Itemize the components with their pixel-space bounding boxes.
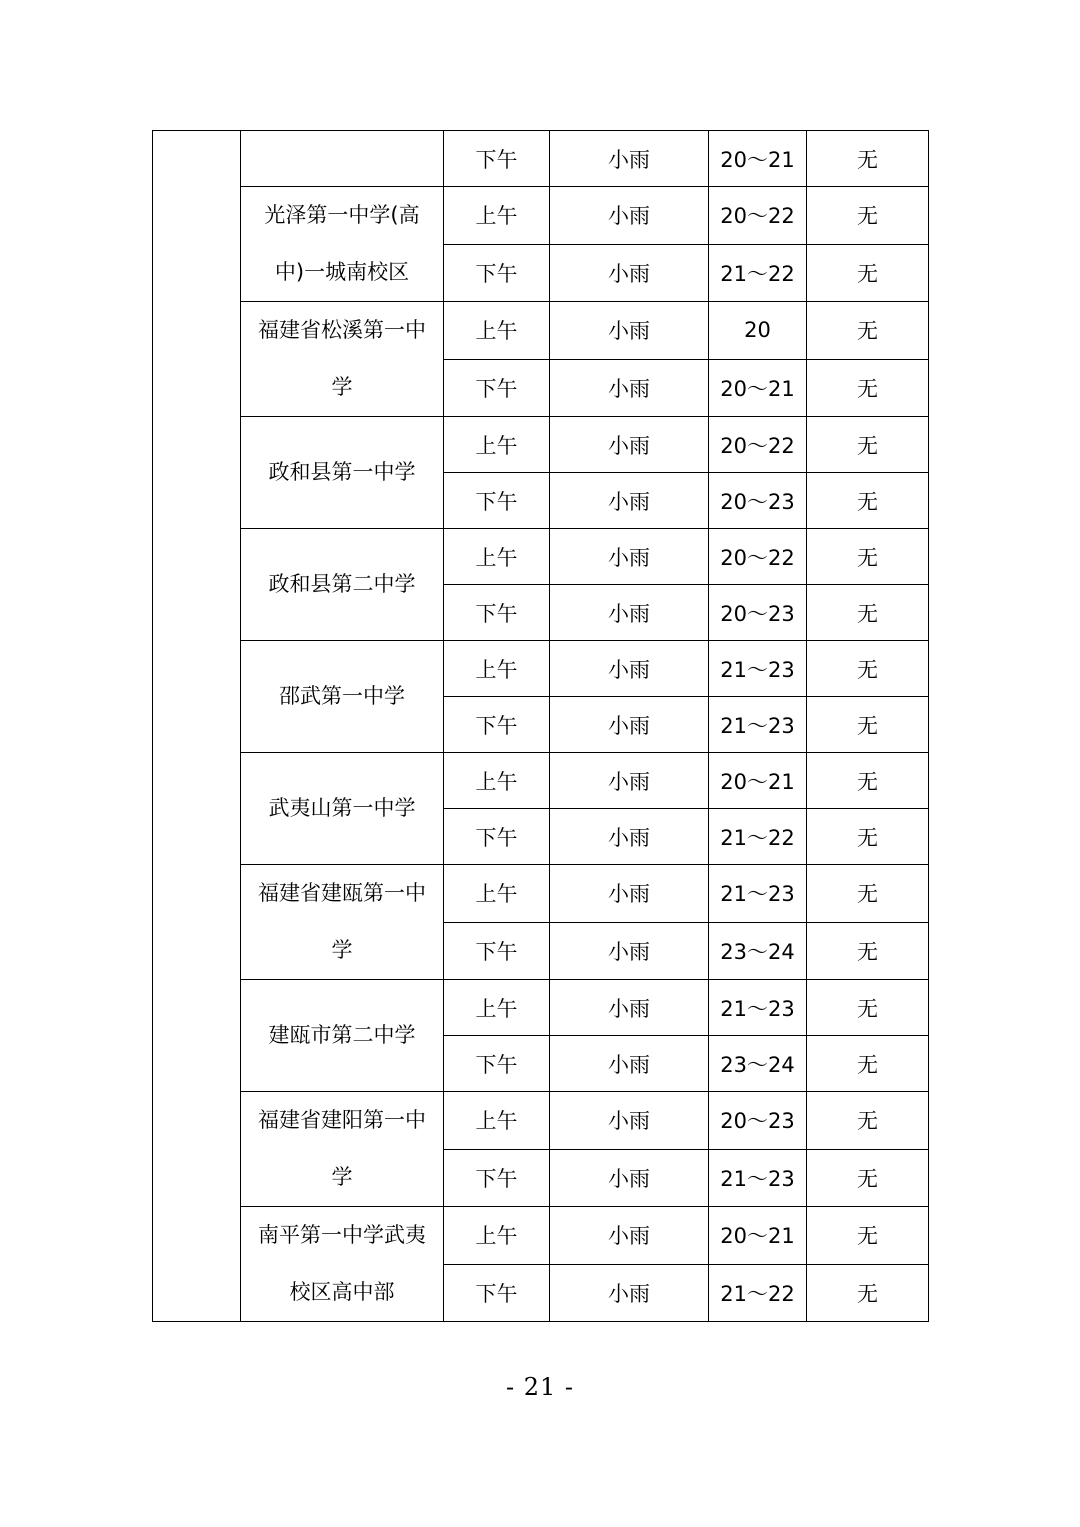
temperature-cell: 20～21	[709, 131, 807, 187]
school-name-cell: 福建省松溪第一中学	[241, 302, 444, 417]
weather-cell: 小雨	[550, 809, 709, 865]
school-name-cell: 武夷山第一中学	[241, 753, 444, 865]
period-cell: 下午	[444, 585, 550, 641]
school-name-cell: 建瓯市第二中学	[241, 980, 444, 1092]
school-name-cell: 政和县第二中学	[241, 529, 444, 641]
period-cell: 上午	[444, 417, 550, 473]
weather-cell: 小雨	[550, 1207, 709, 1265]
school-name-cell	[241, 131, 444, 187]
period-cell: 下午	[444, 1149, 550, 1207]
table-row	[153, 980, 929, 1036]
table-row	[153, 865, 929, 923]
weather-cell: 小雨	[550, 244, 709, 302]
weather-cell: 小雨	[550, 865, 709, 923]
weather-cell: 小雨	[550, 1036, 709, 1092]
weather-cell: 小雨	[550, 585, 709, 641]
weather-cell: 小雨	[550, 980, 709, 1036]
period-cell: 上午	[444, 1092, 550, 1150]
weather-cell: 小雨	[550, 1149, 709, 1207]
weather-cell: 小雨	[550, 922, 709, 980]
weather-cell: 小雨	[550, 529, 709, 585]
temperature-cell: 21～23	[709, 980, 807, 1036]
period-cell: 上午	[444, 1207, 550, 1265]
period-cell: 下午	[444, 359, 550, 417]
temperature-cell: 20～23	[709, 585, 807, 641]
note-cell: 无	[807, 473, 929, 529]
temperature-cell: 21～23	[709, 865, 807, 923]
table-row	[153, 302, 929, 360]
note-cell: 无	[807, 1149, 929, 1207]
weather-cell: 小雨	[550, 641, 709, 697]
period-cell: 上午	[444, 753, 550, 809]
weather-cell: 小雨	[550, 131, 709, 187]
table-row	[153, 1207, 929, 1265]
note-cell: 无	[807, 980, 929, 1036]
note-cell: 无	[807, 585, 929, 641]
period-cell: 上午	[444, 187, 550, 245]
weather-cell: 小雨	[550, 302, 709, 360]
weather-forecast-table	[152, 130, 929, 1322]
period-cell: 上午	[444, 641, 550, 697]
period-cell: 下午	[444, 697, 550, 753]
temperature-cell: 21～22	[709, 1264, 807, 1322]
weather-cell: 小雨	[550, 359, 709, 417]
temperature-cell: 21～23	[709, 641, 807, 697]
period-cell: 下午	[444, 1264, 550, 1322]
temperature-cell: 21～23	[709, 1149, 807, 1207]
period-cell: 上午	[444, 529, 550, 585]
weather-cell: 小雨	[550, 473, 709, 529]
school-name-cell: 邵武第一中学	[241, 641, 444, 753]
weather-cell: 小雨	[550, 697, 709, 753]
temperature-cell: 20～21	[709, 1207, 807, 1265]
note-cell: 无	[807, 359, 929, 417]
table-row	[153, 131, 929, 187]
temperature-cell: 23～24	[709, 922, 807, 980]
period-cell: 上午	[444, 980, 550, 1036]
table-body	[153, 131, 929, 1322]
note-cell: 无	[807, 922, 929, 980]
table-row	[153, 641, 929, 697]
note-cell: 无	[807, 1264, 929, 1322]
note-cell: 无	[807, 809, 929, 865]
note-cell: 无	[807, 529, 929, 585]
period-cell: 下午	[444, 131, 550, 187]
school-name-cell: 政和县第一中学	[241, 417, 444, 529]
note-cell: 无	[807, 131, 929, 187]
period-cell: 下午	[444, 244, 550, 302]
temperature-cell: 21～22	[709, 244, 807, 302]
note-cell: 无	[807, 1092, 929, 1150]
weather-cell: 小雨	[550, 1092, 709, 1150]
period-cell: 上午	[444, 865, 550, 923]
table-row	[153, 417, 929, 473]
note-cell: 无	[807, 244, 929, 302]
table-row	[153, 187, 929, 245]
note-cell: 无	[807, 865, 929, 923]
period-cell: 下午	[444, 1036, 550, 1092]
period-cell: 下午	[444, 473, 550, 529]
school-name-cell: 福建省建瓯第一中学	[241, 865, 444, 980]
period-cell: 下午	[444, 809, 550, 865]
note-cell: 无	[807, 641, 929, 697]
period-cell: 下午	[444, 922, 550, 980]
temperature-cell: 20～21	[709, 359, 807, 417]
temperature-cell: 20～22	[709, 187, 807, 245]
temperature-cell: 20	[709, 302, 807, 360]
weather-cell: 小雨	[550, 753, 709, 809]
weather-cell: 小雨	[550, 417, 709, 473]
table-row	[153, 529, 929, 585]
school-name-cell: 光泽第一中学(高中)一城南校区	[241, 187, 444, 302]
temperature-cell: 20～21	[709, 753, 807, 809]
period-cell: 上午	[444, 302, 550, 360]
temperature-cell: 21～22	[709, 809, 807, 865]
region-cell	[153, 131, 241, 1322]
note-cell: 无	[807, 1036, 929, 1092]
temperature-cell: 20～22	[709, 529, 807, 585]
school-name-cell: 福建省建阳第一中学	[241, 1092, 444, 1207]
temperature-cell: 20～23	[709, 473, 807, 529]
note-cell: 无	[807, 302, 929, 360]
page-number: - 21 -	[505, 1373, 574, 1401]
weather-cell: 小雨	[550, 1264, 709, 1322]
note-cell: 无	[807, 187, 929, 245]
temperature-cell: 20～22	[709, 417, 807, 473]
note-cell: 无	[807, 1207, 929, 1265]
table-row	[153, 1092, 929, 1150]
note-cell: 无	[807, 697, 929, 753]
school-name-cell: 南平第一中学武夷校区高中部	[241, 1207, 444, 1322]
note-cell: 无	[807, 417, 929, 473]
temperature-cell: 21～23	[709, 697, 807, 753]
temperature-cell: 20～23	[709, 1092, 807, 1150]
table-row	[153, 753, 929, 809]
weather-cell: 小雨	[550, 187, 709, 245]
temperature-cell: 23～24	[709, 1036, 807, 1092]
note-cell: 无	[807, 753, 929, 809]
